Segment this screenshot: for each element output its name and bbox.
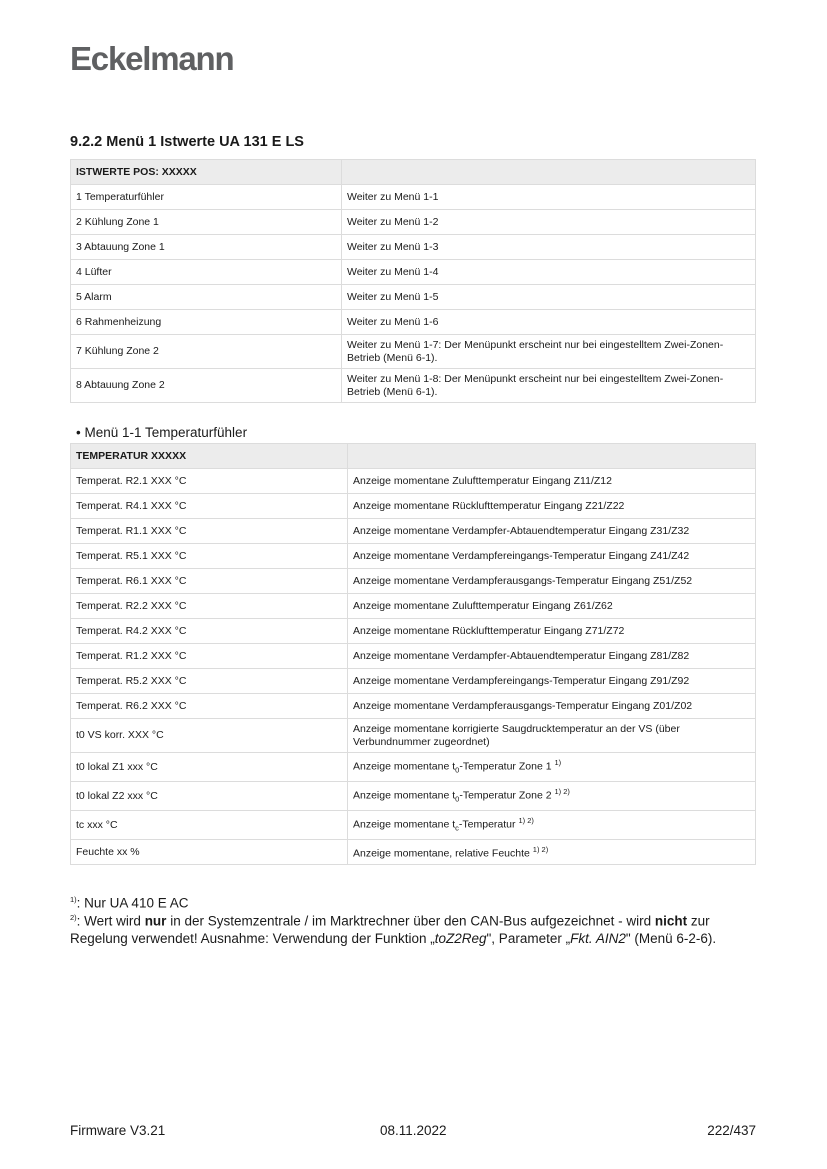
- table-row: [71, 753, 756, 782]
- parameter-name-cell: Temperat. R1.2 XXX °C: [71, 644, 348, 669]
- parameter-name-cell: Temperat. R4.1 XXX °C: [71, 494, 348, 519]
- parameter-name-cell: Temperat. R4.2 XXX °C: [71, 619, 348, 644]
- footnote-text: : Wert wird: [76, 913, 145, 929]
- description-text: Weiter zu Menü 1-2: [347, 215, 439, 228]
- parameter-name-cell: tc xxx °C: [71, 811, 348, 840]
- table-row: [71, 185, 756, 210]
- description-text: -Temperatur Zone 2: [459, 789, 555, 802]
- parameter-name-cell: t0 lokal Z1 xxx °C: [71, 753, 348, 782]
- description-text: Anzeige momentane Verdampfer-Abtauendtemperatur Eingang Z81/Z82: [353, 649, 690, 662]
- parameter-name-cell: Temperat. R6.1 XXX °C: [71, 569, 348, 594]
- parameter-name-cell: Temperat. R5.2 XXX °C: [71, 669, 348, 694]
- header-cell: [348, 444, 756, 469]
- footnote-italic: toZ2Reg: [434, 930, 487, 946]
- header-cell: ISTWERTE POS: XXXXX: [71, 160, 342, 185]
- description-text: Anzeige momentane Verdampfer-Abtauendtemperatur Eingang Z31/Z32: [353, 524, 690, 537]
- bullet-menu-1-1: • Menü 1-1 Temperaturfühler: [76, 425, 248, 440]
- description-cell: [348, 840, 756, 865]
- description-cell: [348, 594, 756, 619]
- footnote-mark: 1): [70, 895, 77, 904]
- description-cell: [348, 569, 756, 594]
- table-row: [71, 594, 756, 619]
- subscript: 0: [455, 765, 460, 775]
- table-row: [71, 519, 756, 544]
- parameter-name-cell: 7 Kühlung Zone 2: [71, 335, 342, 369]
- description-cell: [348, 544, 756, 569]
- parameter-name-cell: 6 Rahmenheizung: [71, 310, 342, 335]
- subscript: 0: [455, 794, 460, 804]
- description-cell: [348, 644, 756, 669]
- description-text: Anzeige momentane Rücklufttemperatur Eingang Z21/Z22: [353, 499, 625, 512]
- parameter-name-cell: 4 Lüfter: [71, 260, 342, 285]
- footnote-bold: nicht: [654, 913, 688, 929]
- section-heading: 9.2.2 Menü 1 Istwerte UA 131 E LS: [70, 134, 304, 150]
- description-cell: [342, 185, 756, 210]
- description-text: Anzeige momentane t: [353, 760, 456, 773]
- description-text: Anzeige momentane t: [353, 818, 456, 831]
- description-text: -Temperatur: [458, 818, 519, 831]
- parameter-name-cell: 2 Kühlung Zone 1: [71, 210, 342, 235]
- description-cell: [342, 310, 756, 335]
- temperatur-table: [70, 443, 756, 865]
- table-row: [71, 469, 756, 494]
- footer-page-number: 222/437: [707, 1123, 756, 1138]
- footnote-reference: 1): [554, 758, 562, 767]
- table-row: [71, 569, 756, 594]
- eckelmann-logo: Eckelmann: [70, 40, 234, 77]
- table-row: [71, 840, 756, 865]
- table-row: [71, 811, 756, 840]
- table-row: [71, 260, 756, 285]
- description-text: Weiter zu Menü 1-3: [347, 240, 439, 253]
- description-cell: [348, 694, 756, 719]
- table-row: [71, 644, 756, 669]
- description-text: Weiter zu Menü 1-7: Der Menüpunkt erscheint nur bei eingestelltem Zwei-Zonen-Betrieb (Menü 6-1).: [347, 339, 724, 364]
- description-text: Anzeige momentane Verdampferausgangs-Temperatur Eingang Z01/Z02: [353, 699, 693, 712]
- table-row: [71, 669, 756, 694]
- header-cell: [342, 160, 756, 185]
- footnote-italic: Fkt. AIN2: [570, 930, 626, 946]
- parameter-name-cell: Temperat. R5.1 XXX °C: [71, 544, 348, 569]
- parameter-name-cell: t0 lokal Z2 xxx °C: [71, 782, 348, 811]
- parameter-name-cell: Feuchte xx %: [71, 840, 348, 865]
- table-row: [71, 494, 756, 519]
- footnote-bold: nur: [144, 913, 167, 929]
- parameter-name-cell: Temperat. R6.2 XXX °C: [71, 694, 348, 719]
- description-cell: [342, 335, 756, 369]
- footer-firmware: Firmware V3.21: [70, 1123, 166, 1138]
- footnote-reference: 1) 2): [554, 787, 570, 797]
- parameter-name-cell: Temperat. R2.2 XXX °C: [71, 594, 348, 619]
- description-cell: [342, 260, 756, 285]
- description-text: Anzeige momentane Verdampfereingangs-Temperatur Eingang Z91/Z92: [353, 674, 690, 687]
- footnote-text: in der Systemzentrale / im Marktrechner über den CAN-Bus aufgezeichnet - wird: [166, 913, 655, 929]
- parameter-name-cell: 3 Abtauung Zone 1: [71, 235, 342, 260]
- table-row: [71, 210, 756, 235]
- description-text: Anzeige momentane t: [353, 789, 456, 802]
- description-text: Anzeige momentane, relative Feuchte: [353, 847, 533, 860]
- table-row: [71, 235, 756, 260]
- description-cell: [342, 210, 756, 235]
- footnote-mark: 2): [70, 913, 77, 922]
- table-header-row: [71, 444, 756, 469]
- header-cell: TEMPERATUR XXXXX: [71, 444, 348, 469]
- footnote-text: : Nur UA 410 E AC: [76, 895, 189, 911]
- footnote-reference: 1) 2): [532, 845, 549, 855]
- table-row: [71, 335, 756, 369]
- description-cell: [348, 811, 756, 840]
- description-cell: [348, 753, 756, 782]
- table-row: [71, 782, 756, 811]
- table-row: [71, 694, 756, 719]
- description-text: Anzeige momentane Zulufttemperatur Eingang Z61/Z62: [353, 599, 613, 612]
- description-text: Weiter zu Menü 1-6: [347, 315, 439, 328]
- parameter-name-cell: t0 VS korr. XXX °C: [71, 719, 348, 753]
- description-cell: [348, 519, 756, 544]
- footnote-text: zur Regelung verwendet! Ausnahme: Verwendung der Funktion „: [70, 913, 710, 946]
- parameter-name-cell: 5 Alarm: [71, 285, 342, 310]
- footnote-2: [70, 909, 770, 947]
- description-text: Weiter zu Menü 1-4: [347, 265, 439, 278]
- footer-date: 08.11.2022: [380, 1123, 447, 1138]
- table-row: [71, 719, 756, 753]
- description-cell: [342, 285, 756, 310]
- parameter-name-cell: 8 Abtauung Zone 2: [71, 369, 342, 403]
- description-text: Weiter zu Menü 1-5: [347, 290, 439, 303]
- table-header-row: [71, 160, 756, 185]
- description-text: Anzeige momentane korrigierte Saugdrucktemperatur an der VS (über Verbundnummer zugeordnet): [353, 723, 680, 748]
- description-text: Anzeige momentane Verdampfereingangs-Temperatur Eingang Z41/Z42: [353, 549, 690, 562]
- table-row: [71, 544, 756, 569]
- subscript: c: [455, 823, 459, 833]
- description-cell: [348, 782, 756, 811]
- description-cell: [348, 719, 756, 753]
- description-text: Weiter zu Menü 1-1: [347, 190, 439, 203]
- description-cell: [342, 369, 756, 403]
- istwerte-table: [70, 159, 756, 403]
- footnote-text: ", Parameter „: [486, 930, 571, 946]
- description-text: Anzeige momentane Verdampferausgangs-Temperatur Eingang Z51/Z52: [353, 574, 693, 587]
- table-row: [71, 369, 756, 403]
- description-cell: [348, 669, 756, 694]
- description-cell: [342, 235, 756, 260]
- table-row: [71, 310, 756, 335]
- footnote-text: " (Menü 6-2-6).: [625, 930, 717, 946]
- description-text: Anzeige momentane Zulufttemperatur Eingang Z11/Z12: [353, 474, 612, 487]
- footnote-reference: 1) 2): [518, 816, 534, 826]
- parameter-name-cell: Temperat. R2.1 XXX °C: [71, 469, 348, 494]
- parameter-name-cell: Temperat. R1.1 XXX °C: [71, 519, 348, 544]
- description-cell: [348, 619, 756, 644]
- description-cell: [348, 469, 756, 494]
- table-row: [71, 619, 756, 644]
- parameter-name-cell: 1 Temperaturfühler: [71, 185, 342, 210]
- description-text: -Temperatur Zone 1: [459, 760, 555, 773]
- description-text: Weiter zu Menü 1-8: Der Menüpunkt erscheint nur bei eingestelltem Zwei-Zonen-Betrieb (Menü 6-1).: [347, 373, 724, 398]
- table-row: [71, 285, 756, 310]
- description-cell: [348, 494, 756, 519]
- description-text: Anzeige momentane Rücklufttemperatur Eingang Z71/Z72: [353, 624, 625, 637]
